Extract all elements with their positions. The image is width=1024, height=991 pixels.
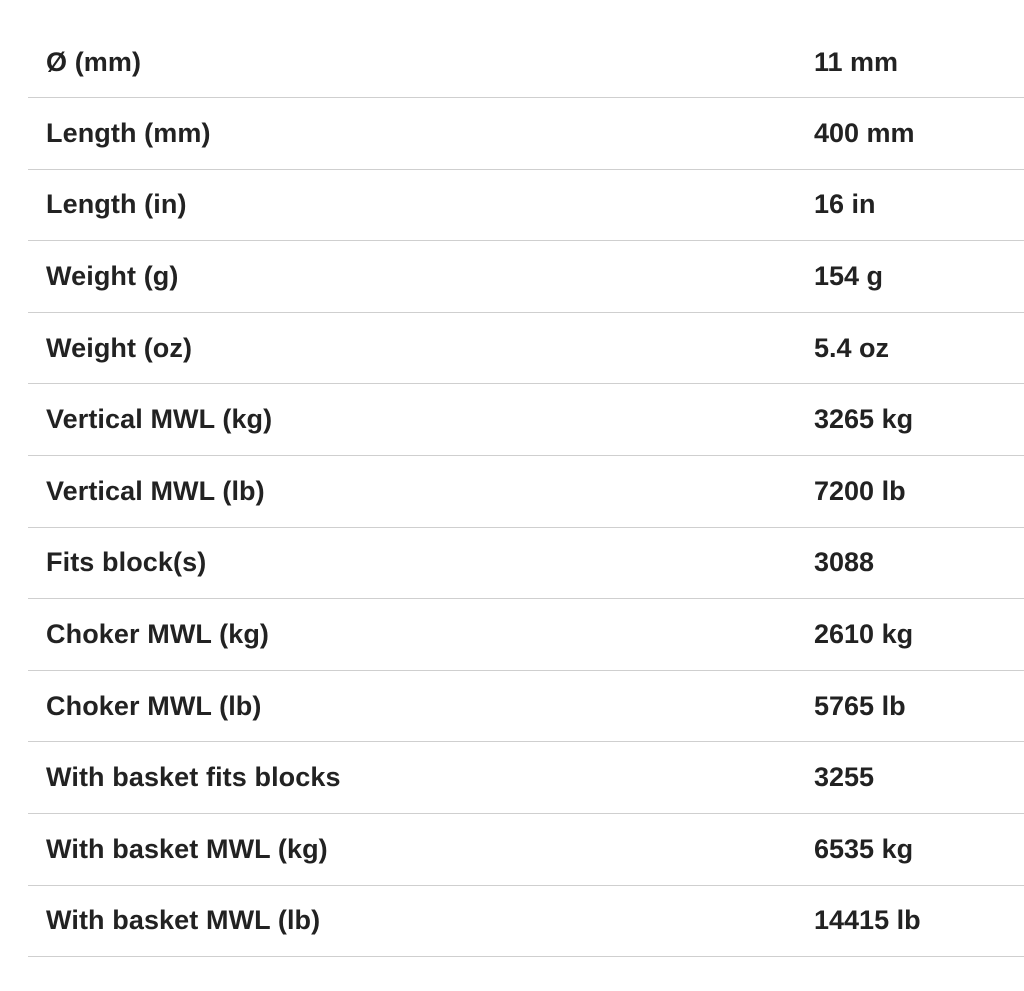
table-row <box>28 384 1024 456</box>
table-row <box>28 241 1024 313</box>
spec-label: Vertical MWL (lb) <box>46 475 265 506</box>
spec-value: 5.4 oz <box>814 332 890 363</box>
table-row <box>28 742 1024 814</box>
spec-label: Choker MWL (lb) <box>46 690 262 721</box>
spec-label: With basket fits blocks <box>46 762 341 793</box>
spec-label: Fits block(s) <box>46 547 207 578</box>
table-row <box>28 814 1024 886</box>
spec-value: 3255 <box>814 762 875 793</box>
spec-value: 5765 lb <box>814 690 906 721</box>
spec-value: 3265 kg <box>814 404 914 435</box>
spec-label: Vertical MWL (kg) <box>46 404 273 435</box>
table-row <box>28 456 1024 528</box>
spec-label: Length (in) <box>46 189 187 220</box>
spec-value: 6535 kg <box>814 833 914 864</box>
table-row <box>28 313 1024 385</box>
spec-label: With basket MWL (kg) <box>46 833 328 864</box>
table-row <box>28 671 1024 743</box>
spec-label: With basket MWL (lb) <box>46 905 321 936</box>
spec-label: Weight (g) <box>46 260 179 291</box>
spec-table <box>28 27 1024 957</box>
spec-value: 7200 lb <box>814 475 906 506</box>
spec-value: 2610 kg <box>814 618 914 649</box>
table-row <box>28 27 1024 98</box>
spec-value: 11 mm <box>814 46 899 77</box>
spec-value: 400 mm <box>814 117 915 148</box>
table-row <box>28 599 1024 671</box>
spec-value: 154 g <box>814 260 884 291</box>
spec-value: 3088 <box>814 547 875 578</box>
table-row <box>28 170 1024 242</box>
table-row <box>28 528 1024 600</box>
spec-value: 14415 lb <box>814 905 921 936</box>
spec-label: Choker MWL (kg) <box>46 618 269 649</box>
spec-value: 16 in <box>814 189 876 220</box>
table-row <box>28 886 1024 958</box>
spec-label: Weight (oz) <box>46 332 193 363</box>
table-row <box>28 98 1024 170</box>
spec-label: Ø (mm) <box>46 46 142 77</box>
spec-label: Length (mm) <box>46 117 211 148</box>
